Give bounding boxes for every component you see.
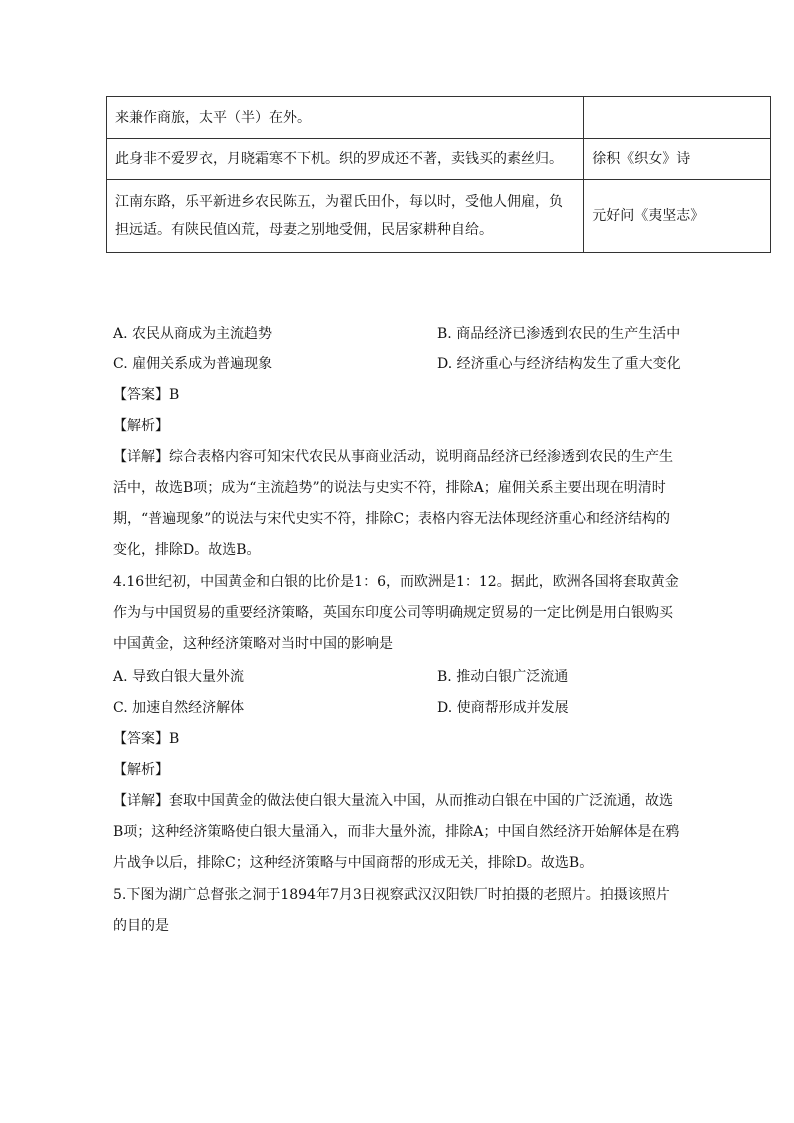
table-cell-source: 元好问《夷坚志》 — [584, 180, 771, 253]
table-row — [107, 180, 771, 253]
q5-stem: 5.下图为湖广总督张之洞于1894年7月3日视察武汉汉阳铁厂时拍摄的老照片。拍摄该照片的目的是 — [113, 887, 670, 934]
q4-analysis-label: 【解析】 — [113, 762, 169, 778]
q4-answer: 【答案】B — [113, 731, 180, 747]
table-cell-text: 来兼作商旅，太平（半）在外。 — [107, 97, 584, 139]
q3-option-d: D. 经济重心与经济结构发生了重大变化 — [437, 356, 681, 372]
q4-option-a: A. 导致白银大量外流 — [113, 669, 245, 685]
table-cell-source: 徐积《织女》诗 — [584, 139, 771, 180]
q3-analysis-label: 【解析】 — [113, 418, 169, 434]
table-row — [107, 139, 771, 180]
q4-option-b: B. 推动白银广泛流通 — [437, 669, 569, 685]
table-cell-text: 此身非不爱罗衣，月晓霜寒不下机。织的罗成还不著，卖钱买的素丝归。 — [107, 139, 584, 180]
table-cell-text: 江南东路，乐平新进乡农民陈五，为翟氏田仆，每以时，受他人佣雇，负担远适。有陕民值凶荒，母妻之别地受佣，民居家耕种自给。 — [107, 180, 584, 253]
q3-option-b: B. 商品经济已渗透到农民的生产生活中 — [437, 326, 681, 342]
q3-option-a: A. 农民从商成为主流趋势 — [113, 326, 273, 342]
q4-option-c: C. 加速自然经济解体 — [113, 700, 245, 716]
q4-stem: 4.16世纪初，中国黄金和白银的比价是1：6，而欧洲是1：12。据此，欧洲各国将套取黄金作为与中国贸易的重要经济策略，英国东印度公司等明确规定贸易的一定比例是用白银购买中国黄金，这种经济策略对当时中国的影响是 — [113, 574, 679, 652]
table-row — [107, 97, 771, 139]
q3-option-c: C. 雇佣关系成为普遍现象 — [113, 356, 273, 372]
q3-answer: 【答案】B — [113, 387, 180, 403]
q4-option-d: D. 使商帮形成并发展 — [437, 700, 569, 716]
q3-detail: 【详解】综合表格内容可知宋代农民从事商业活动，说明商品经济已经渗透到农民的生产生活中，故选B项；成为“主流趋势”的说法与史实不符，排除A；雇佣关系主要出现在明清时期，“普遍现象”的说法与宋代史实不符，排除C；表格内容无法体现经济重心和经济结构的变化，排除D。故选B。 — [113, 449, 673, 558]
source-table — [106, 96, 771, 253]
q4-detail: 【详解】套取中国黄金的做法使白银大量流入中国，从而推动白银在中国的广泛流通，故选B项；这种经济策略使白银大量涌入，而非大量外流，排除A；中国自然经济开始解体是在鸦片战争以后，排除C；这种经济策略与中国商帮的形成无关，排除D。故选B。 — [113, 793, 680, 871]
table-cell-source — [584, 97, 771, 139]
